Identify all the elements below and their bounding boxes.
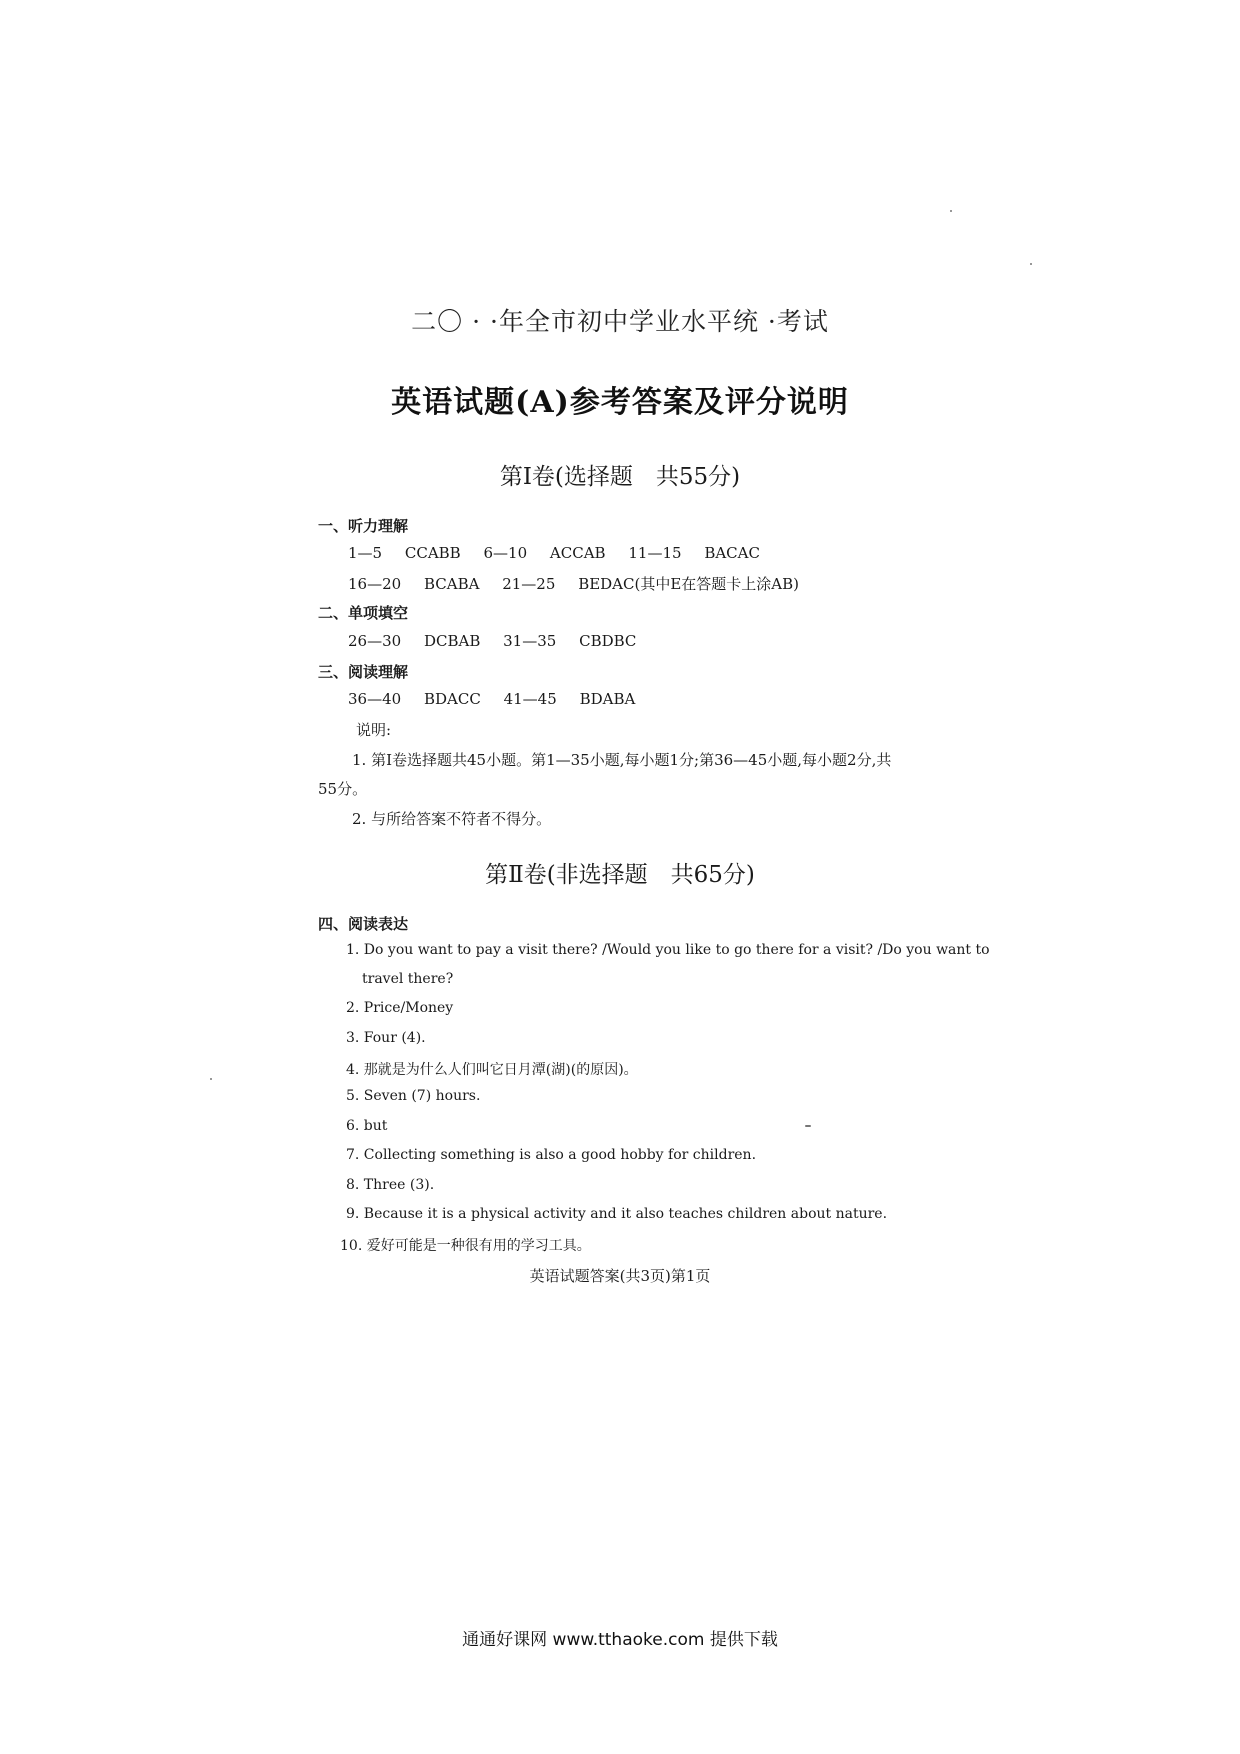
answer-item: 5. Seven (7) hours. <box>346 1088 481 1104</box>
scan-speck <box>1030 263 1032 265</box>
answer-range: 36—40 <box>348 690 402 708</box>
answer-letters: BACAC <box>704 544 760 562</box>
document-title: 英语试题(A)参考答案及评分说明 <box>391 385 849 420</box>
answer-letters: CBDBC <box>579 632 637 650</box>
answer-range: 41—45 <box>503 690 557 708</box>
answer-letters: CCABB <box>404 544 461 562</box>
scan-speck <box>805 1125 811 1127</box>
answer-letters: ACCAB <box>549 544 606 562</box>
answer-letters: BEDAC(其中E在答题卡上涂AB) <box>578 575 800 593</box>
answer-item: 6. but <box>346 1118 388 1134</box>
note-1-continued: 55分。 <box>318 780 368 798</box>
note-1: 1. 第Ⅰ卷选择题共45小题。第1—35小题,每小题1分;第36—45小题,每小题2分,共 <box>352 751 892 769</box>
answer-item: 1. Do you want to pay a visit there? /Would you like to go there for a visit? /Do you want to <box>346 942 990 958</box>
answer-line <box>348 690 635 708</box>
part2-heading: 第Ⅱ卷(非选择题 共65分) <box>485 862 755 888</box>
answer-letters: BDABA <box>579 690 636 708</box>
answer-letters: BCABA <box>423 575 480 593</box>
answer-range: 21—25 <box>502 575 556 593</box>
answer-range: 16—20 <box>348 575 402 593</box>
answer-item: 7. Collecting something is also a good hobby for children. <box>346 1147 757 1163</box>
answer-item: 10. 爱好可能是一种很有用的学习工具。 <box>340 1238 591 1254</box>
notes-label: 说明: <box>356 721 392 739</box>
page-footer: 英语试题答案(共3页)第1页 <box>529 1267 711 1285</box>
answer-range: 6—10 <box>483 544 528 562</box>
answer-range: 31—35 <box>503 632 557 650</box>
section-heading-reading: 三、阅读理解 <box>318 663 409 681</box>
answer-item: 9. Because it is a physical activity and it also teaches children about nature. <box>346 1206 888 1222</box>
answer-item-continued: travel there? <box>362 971 454 987</box>
scan-speck <box>210 1078 212 1080</box>
section-heading-single-choice: 二、单项填空 <box>318 604 409 622</box>
answer-letters: DCBAB <box>423 632 481 650</box>
answer-line <box>348 544 760 562</box>
answer-item: 3. Four (4). <box>346 1030 426 1046</box>
answer-range: 1—5 <box>348 544 383 562</box>
answer-item: 8. Three (3). <box>346 1177 435 1193</box>
note-2: 2. 与所给答案不符者不得分。 <box>352 810 552 828</box>
answer-item: 2. Price/Money <box>346 1000 454 1016</box>
answer-item: 4. 那就是为什么人们叫它日月潭(湖)(的原因)。 <box>346 1062 638 1078</box>
exam-title: 二〇 · ·年全市初中学业水平统 ·考试 <box>411 307 829 336</box>
answer-range: 11—15 <box>628 544 682 562</box>
answer-range: 26—30 <box>348 632 402 650</box>
section-heading-reading-expression: 四、阅读表达 <box>318 915 409 933</box>
scan-speck <box>950 210 952 212</box>
answer-letters: BDACC <box>423 690 481 708</box>
answer-line <box>348 632 636 650</box>
answer-line <box>348 573 799 594</box>
site-watermark: 通通好课网 www.tthaoke.com 提供下载 <box>462 1630 778 1650</box>
section-heading-listening: 一、听力理解 <box>318 517 409 535</box>
part1-heading: 第Ⅰ卷(选择题 共55分) <box>499 464 741 490</box>
